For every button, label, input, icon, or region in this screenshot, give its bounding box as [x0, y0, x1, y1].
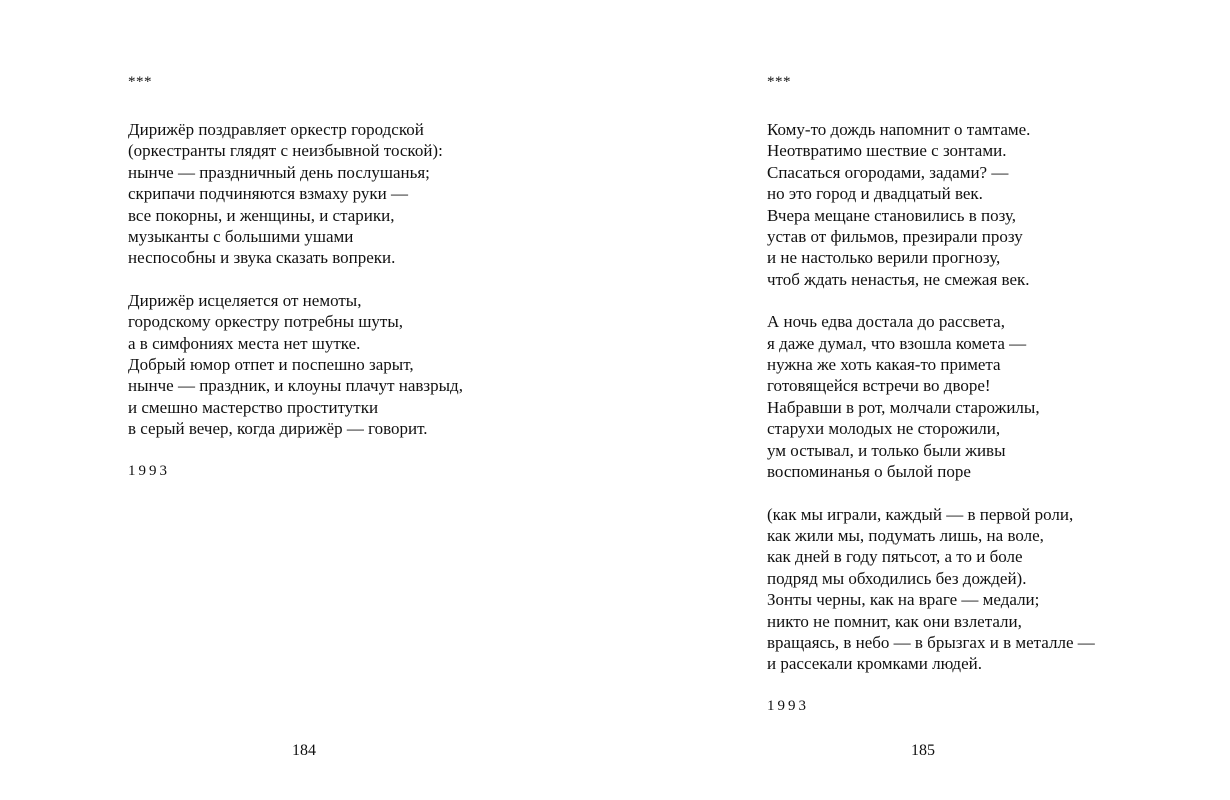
poem-line: ум остывал, и только были живы: [767, 440, 1006, 460]
poem-line: нужна же хоть какая-то примета: [767, 355, 1001, 375]
poem-line: подряд мы обходились без дождей).: [767, 568, 1027, 588]
poem-line: нынче — праздник, и клоуны плачут навзрыд,: [128, 376, 463, 396]
poem-line: и не настолько верили прогнозу,: [767, 248, 1001, 268]
poem-line: Набравши в рот, молчали старожилы,: [767, 397, 1040, 417]
poem-line: вращаясь, в небо — в брызгах и в металле —: [767, 632, 1095, 652]
poem-year: 1993: [767, 697, 809, 714]
poem-line: как жили мы, подумать лишь, на воле,: [767, 525, 1044, 545]
poem-line: Кому-то дождь напомнит о тамтаме.: [767, 120, 1031, 139]
poem-line: Спасаться огородами, задами? —: [767, 162, 1009, 182]
poem-line: Дирижёр поздравляет оркестр городской: [128, 120, 424, 139]
poem-line: Неотвратимо шествие с зонтами.: [767, 141, 1007, 161]
poem-line: городскому оркестру потребны шуты,: [128, 312, 404, 332]
poem-line: А ночь едва достала до рассвета,: [767, 312, 1005, 332]
section-separator: ***: [128, 74, 152, 90]
poem-line: Зонты черны, как на враге — медали;: [767, 590, 1040, 610]
poem-line: никто не помнит, как они взлетали,: [767, 611, 1022, 631]
poem-line: все покорны, и женщины, и старики,: [128, 205, 395, 225]
poem-left: [128, 72, 463, 482]
stanza: [128, 290, 463, 440]
poem-line: старухи молодых не сторожили,: [767, 419, 1001, 439]
poem-line: и рассекали кромками людей.: [767, 654, 982, 674]
poem-line: нынче — праздничный день послушанья;: [128, 162, 430, 182]
poem-line: и смешно мастерство проститутки: [128, 397, 379, 417]
poem-line: устав от фильмов, презирали прозу: [767, 227, 1023, 247]
poem-line: готовящейся встречи во дворе!: [767, 376, 991, 396]
stanza: [767, 504, 1095, 675]
poem-line: как дней в году пятьсот, а то и боле: [767, 547, 1023, 567]
poem-right: [767, 72, 1095, 717]
right-page: [615, 0, 1230, 800]
poem-line: музыканты с большими ушами: [128, 227, 354, 247]
poem-line: я даже думал, что взошла комета —: [767, 333, 1027, 353]
poem-line: скрипачи подчиняются взмаху руки —: [128, 184, 408, 204]
poem-line: в серый вечер, когда дирижёр — говорит.: [128, 419, 428, 439]
stanza: [767, 311, 1095, 482]
poem-line: (оркестранты глядят с неизбывной тоской):: [128, 141, 443, 161]
poem-line: а в симфониях места нет шутке.: [128, 333, 361, 353]
page-number: 185: [911, 742, 935, 759]
poem-line: Добрый юмор отпет и поспешно зарыт,: [128, 355, 414, 375]
poem-year: 1993: [128, 462, 170, 479]
page-number: 184: [292, 742, 316, 759]
stanza: [767, 119, 1095, 290]
poem-line: неспособны и звука сказать вопреки.: [128, 248, 396, 268]
poem-line: но это город и двадцатый век.: [767, 184, 983, 204]
poem-line: чтоб ждать ненастья, не смежая век.: [767, 269, 1030, 289]
poem-line: Вчера мещане становились в позу,: [767, 205, 1016, 225]
section-separator: ***: [767, 74, 791, 90]
stanza: [128, 119, 463, 269]
poem-line: Дирижёр исцеляется от немоты,: [128, 290, 362, 310]
poem-line: воспоминанья о былой поре: [767, 462, 971, 482]
poem-line: (как мы играли, каждый — в первой роли,: [767, 504, 1074, 524]
